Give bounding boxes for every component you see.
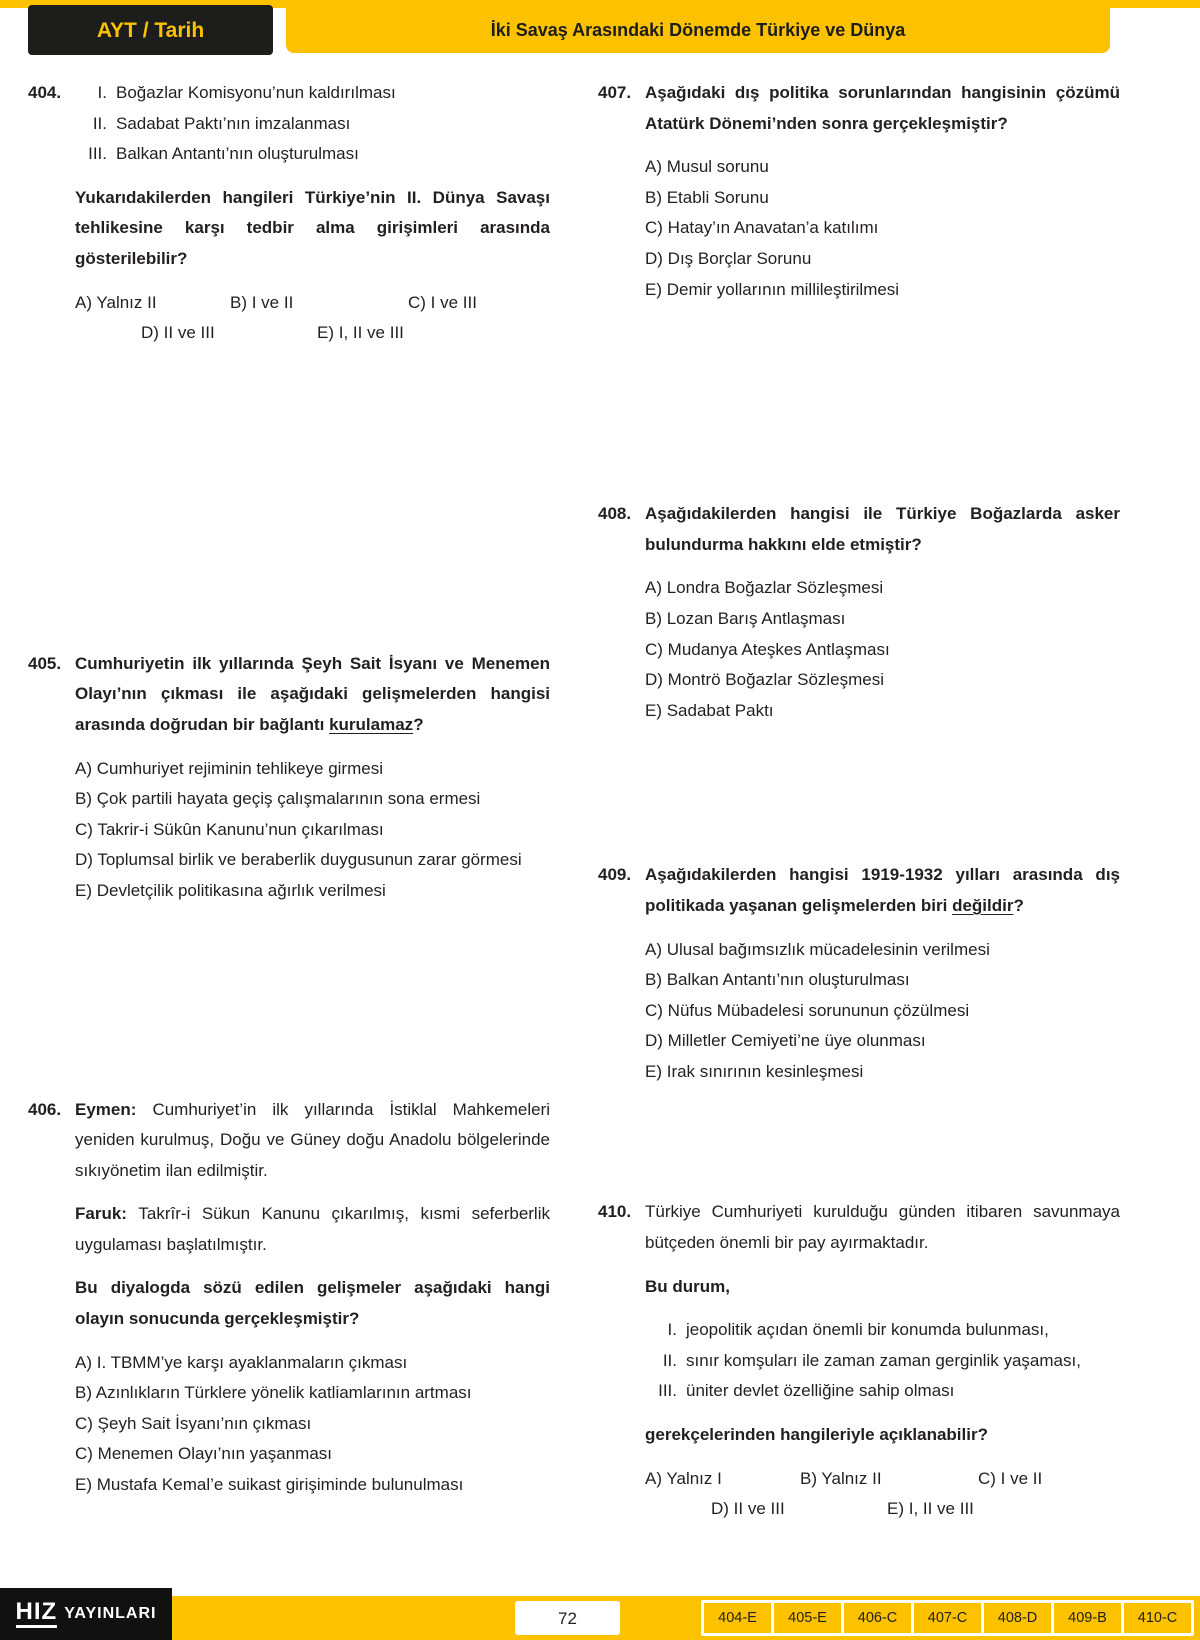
options-list bbox=[645, 935, 1120, 1088]
question-paragraph bbox=[75, 649, 550, 741]
options-list bbox=[645, 152, 1120, 305]
option: E) Devletçilik politikasına ağırlık verilmesi bbox=[75, 880, 386, 900]
premise-label: III. bbox=[88, 144, 107, 164]
left-column bbox=[28, 78, 550, 1501]
option: E) Irak sınırının kesinleşmesi bbox=[645, 1061, 864, 1081]
premise-list bbox=[645, 1315, 1120, 1407]
option: B) Yalnız II bbox=[800, 1468, 882, 1488]
option: A) I. TBMM’ye karşı ayaklanmaların çıkması bbox=[75, 1352, 408, 1372]
options-row bbox=[711, 1494, 1120, 1525]
options-list bbox=[75, 754, 550, 907]
option: E) Demir yollarının millileştirilmesi bbox=[645, 279, 900, 299]
text-part: Aşağıdakilerden hangisi ile Türkiye Boğazlarda asker bulundurma hakkını elde etmiştir? bbox=[645, 504, 1120, 554]
text-part: kurulamaz bbox=[329, 714, 414, 734]
premise-item bbox=[649, 1376, 1120, 1407]
page-number-box bbox=[515, 1601, 620, 1635]
option: C) I ve II bbox=[978, 1468, 1043, 1488]
text-part: Yukarıdakilerden hangileri Türkiye’nin II. Dünya Savaşı tehlikesine karşı tedbir alma girişimleri arasında gösterilebilir? bbox=[75, 187, 550, 268]
question-409 bbox=[598, 860, 1120, 1087]
option: D) Dış Borçlar Sorunu bbox=[645, 248, 812, 268]
options-rows bbox=[75, 288, 550, 349]
question-number: 405. bbox=[28, 653, 62, 673]
premise-text: jeopolitik açıdan önemli bir konumda bulunması, bbox=[686, 1320, 1049, 1340]
text-part: Türkiye Cumhuriyeti kurulduğu günden itibaren savunmaya bütçeden önemli bir pay ayırmaktadır. bbox=[645, 1202, 1120, 1253]
premise-label: I. bbox=[97, 83, 107, 102]
option: A) Yalnız I bbox=[645, 1468, 722, 1488]
options-rows bbox=[645, 1464, 1120, 1525]
option: A) Musul sorunu bbox=[645, 157, 769, 177]
premise-text: Balkan Antantı’nın oluşturulması bbox=[116, 144, 359, 164]
text-part: Takrîr-i Sükun Kanunu çıkarılmış, kısmi seferberlik uygulaması başlatılmıştır. bbox=[75, 1204, 550, 1254]
question-paragraph bbox=[75, 1199, 550, 1260]
option: C) Mudanya Ateşkes Antlaşması bbox=[645, 639, 890, 659]
option: D) II ve III bbox=[711, 1499, 785, 1519]
premise-label: II. bbox=[92, 113, 107, 133]
options-row bbox=[645, 1464, 1120, 1495]
question-number: 409. bbox=[598, 865, 632, 885]
question-paragraph bbox=[75, 1273, 550, 1334]
option: C) Nüfus Mübadelesi sorununun çözülmesi bbox=[645, 1000, 970, 1020]
publisher-logo-secondary: YAYINLARI bbox=[64, 1605, 157, 1622]
option: C) Şeyh Sait İsyanı’nın çıkması bbox=[75, 1413, 312, 1433]
question-body bbox=[645, 1197, 1120, 1524]
option: A) Yalnız II bbox=[75, 292, 157, 312]
option: E) Mustafa Kemal’e suikast girişiminde bulunulması bbox=[75, 1475, 464, 1495]
text-part: gerekçelerinden hangileriyle açıklanabilir? bbox=[645, 1425, 988, 1445]
premise-list bbox=[75, 78, 550, 170]
question-paragraph bbox=[645, 860, 1120, 921]
answer-cell: 406-C bbox=[844, 1603, 911, 1633]
answer-cell: 408-D bbox=[984, 1603, 1051, 1633]
premise-item bbox=[79, 139, 550, 170]
question-paragraph bbox=[645, 1197, 1120, 1258]
question-paragraph bbox=[645, 78, 1120, 139]
option: B) Lozan Barış Antlaşması bbox=[645, 608, 846, 628]
question-405 bbox=[28, 649, 550, 907]
option: B) Etabli Sorunu bbox=[645, 187, 769, 207]
exam-section-label: AYT / Tarih bbox=[96, 18, 205, 42]
option: B) Çok partili hayata geçiş çalışmalarının sona ermesi bbox=[75, 789, 481, 809]
question-408 bbox=[598, 499, 1120, 726]
question-paragraph bbox=[645, 1420, 1120, 1451]
question-body bbox=[645, 78, 1120, 305]
option: E) Sadabat Paktı bbox=[645, 700, 774, 720]
premise-label: I. bbox=[667, 1320, 677, 1340]
option: B) Azınlıkların Türklere yönelik katliamlarının artması bbox=[75, 1383, 472, 1403]
option: C) Menemen Olayı’nın yaşanması bbox=[75, 1444, 332, 1464]
text-part: Cumhuriyetin ilk yıllarında Şeyh Sait İsyanı ve Menemen Olayı’nın çıkması ile aşağıdaki gelişmelerden hangisi arasında doğrudan bir bağlantı bbox=[75, 653, 550, 734]
question-number: 408. bbox=[598, 504, 632, 524]
premise-text: Sadabat Paktı’nın imzalanması bbox=[116, 113, 351, 133]
chapter-title: İki Savaş Arasındaki Dönemde Türkiye ve Dünya bbox=[490, 19, 906, 40]
text-part: Aşağıdaki dış politika sorunlarından hangisinin çözümü Atatürk Dönemi’nden sonra gerçekleşmiştir? bbox=[645, 83, 1120, 133]
question-number: 407. bbox=[598, 83, 632, 102]
premise-text: Boğazlar Komisyonu’nun kaldırılması bbox=[116, 83, 396, 102]
premise-item bbox=[79, 78, 550, 109]
question-number: 406. bbox=[28, 1099, 62, 1119]
page-number: 72 bbox=[558, 1608, 577, 1628]
question-paragraph bbox=[645, 499, 1120, 560]
option: A) Ulusal bağımsızlık mücadelesinin verilmesi bbox=[645, 939, 990, 959]
footer-band bbox=[0, 1596, 1200, 1640]
option: A) Cumhuriyet rejiminin tehlikeye girmesi bbox=[75, 758, 383, 778]
option: A) Londra Boğazlar Sözleşmesi bbox=[645, 578, 884, 598]
premise-text: sınır komşuları ile zaman zaman gerginlik yaşaması, bbox=[686, 1350, 1081, 1370]
exam-section-badge bbox=[28, 5, 273, 55]
question-number: 410. bbox=[598, 1202, 632, 1222]
question-paragraph bbox=[75, 183, 550, 275]
publisher-logo-primary: HIZ bbox=[16, 1600, 58, 1628]
question-body bbox=[75, 78, 550, 349]
option: D) Montrö Boğazlar Sözleşmesi bbox=[645, 670, 885, 690]
chapter-title-banner bbox=[286, 8, 1110, 53]
premise-item bbox=[649, 1315, 1120, 1346]
question-paragraph bbox=[645, 1272, 1120, 1303]
option: D) Toplumsal birlik ve beraberlik duygusunun zarar görmesi bbox=[75, 850, 522, 870]
options-row bbox=[141, 318, 550, 349]
text-part: Bu durum, bbox=[645, 1276, 730, 1296]
question-410 bbox=[598, 1197, 1120, 1524]
answer-key bbox=[701, 1600, 1194, 1636]
answer-cell: 409-B bbox=[1054, 1603, 1121, 1633]
options-list bbox=[645, 573, 1120, 726]
option: C) Takrir-i Sükûn Kanunu’nun çıkarılması bbox=[75, 819, 384, 839]
question-paragraph bbox=[75, 1095, 550, 1187]
question-body bbox=[75, 649, 550, 907]
options-list bbox=[75, 1348, 550, 1501]
premise-item bbox=[79, 109, 550, 140]
option: E) I, II ve III bbox=[317, 323, 404, 343]
answer-cell: 405-E bbox=[774, 1603, 841, 1633]
text-part: ? bbox=[413, 714, 424, 734]
question-body bbox=[75, 1095, 550, 1501]
question-406 bbox=[28, 1095, 550, 1501]
option: B) Balkan Antantı’nın oluşturulması bbox=[645, 970, 910, 990]
text-part: Faruk: bbox=[75, 1204, 139, 1224]
answer-cell: 404-E bbox=[704, 1603, 771, 1633]
text-part: Bu diyalogda sözü edilen gelişmeler aşağıdaki hangi olayın sonucunda gerçekleşmiştir? bbox=[75, 1278, 550, 1329]
option: E) I, II ve III bbox=[887, 1499, 974, 1519]
text-part: Aşağıdakilerden hangisi 1919-1932 yılları arasında dış politikada yaşanan gelişmelerden biri bbox=[645, 865, 1120, 915]
answer-cell: 410-C bbox=[1124, 1603, 1191, 1633]
option: D) II ve III bbox=[141, 323, 215, 343]
option: D) Milletler Cemiyeti’ne üye olunması bbox=[645, 1031, 926, 1051]
right-column bbox=[598, 78, 1120, 1525]
question-body bbox=[645, 860, 1120, 1087]
premise-text: üniter devlet özelliğine sahip olması bbox=[686, 1381, 955, 1401]
premise-label: II. bbox=[662, 1350, 677, 1370]
answer-cell: 407-C bbox=[914, 1603, 981, 1633]
text-part: Eymen: bbox=[75, 1099, 153, 1119]
option: C) Hatay’ın Anavatan’a katılımı bbox=[645, 218, 879, 238]
option: B) I ve II bbox=[230, 292, 294, 312]
text-part: değildir bbox=[952, 895, 1014, 915]
question-body bbox=[645, 499, 1120, 726]
question-number: 404. bbox=[28, 83, 62, 102]
publisher-logo bbox=[0, 1588, 172, 1640]
text-part: Cumhuriyet’in ilk yıllarında İstiklal Mahkemeleri yeniden kurulmuş, Doğu ve Güney doğu Anadolu bölgelerinde sıkıyönetim ilan edilmiştir. bbox=[75, 1099, 550, 1180]
question-404 bbox=[28, 78, 550, 349]
premise-label: III. bbox=[658, 1381, 677, 1401]
premise-item bbox=[649, 1346, 1120, 1377]
question-407 bbox=[598, 78, 1120, 305]
options-row bbox=[75, 288, 550, 319]
option: C) I ve III bbox=[408, 292, 477, 312]
text-part: ? bbox=[1013, 895, 1024, 915]
